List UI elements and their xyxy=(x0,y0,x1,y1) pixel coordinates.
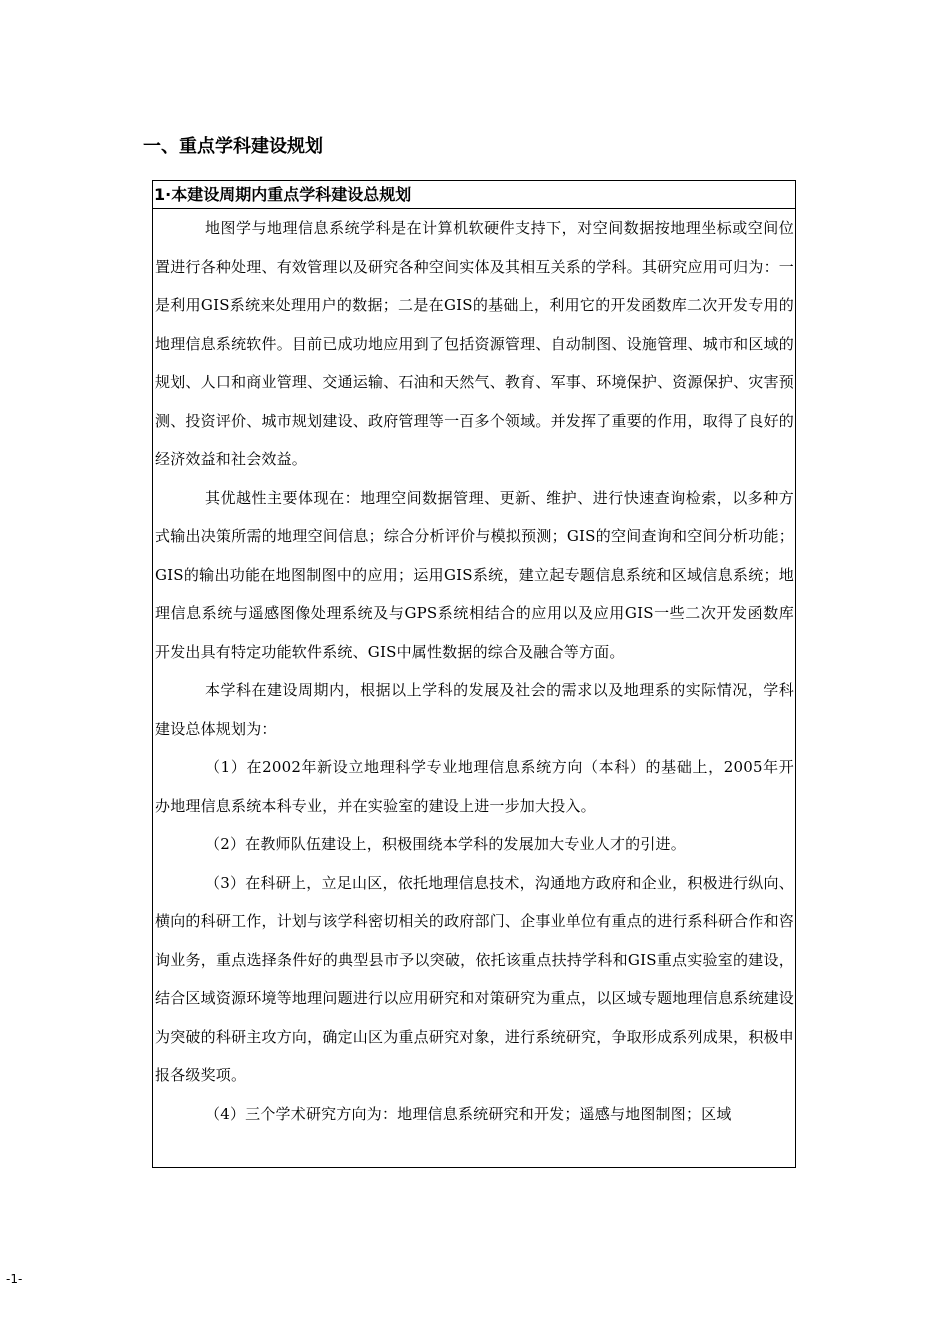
content-box xyxy=(152,180,796,1168)
paragraph-plan-intro: 本学科在建设周期内，根据以上学科的发展及社会的需求以及地理系的实际情况，学科建设总体规划为： xyxy=(155,681,794,738)
list-item-3: （3）在科研上，立足山区，依托地理信息技术，沟通地方政府和企业，积极进行纵向、横向的科研工作，计划与该学科密切相关的政府部门、企事业单位有重点的进行系科研合作和咨询业务，重点选择条件好的典型县市予以突破，依托该重点扶持学科和GIS重点实验室的建设，结合区域资源环境等地理问题进行以应用研究和对策研究为重点，以区域专题地理信息系统建设为突破的科研主攻方向，确定山区为重点研究对象，进行系统研究，争取形成系列成果，积极申报各级奖项。 xyxy=(155,873,794,1084)
section-heading: 一、重点学科建设规划 xyxy=(143,136,323,157)
list-item-4: （4）三个学术研究方向为：地理信息系统研究和开发；遥感与地图制图；区域 xyxy=(205,1104,732,1123)
paragraph-advantages: 其优越性主要体现在：地理空间数据管理、更新、维护、进行快速查询检索，以多种方式输出决策所需的地理空间信息；综合分析评价与模拟预测；GIS的空间查询和空间分析功能；GIS的输出功能在地图制图中的应用；运用GIS系统，建立起专题信息系统和区域信息系统；地理信息系统与遥感图像处理系统及与GPS系统相结合的应用以及应用GIS一些二次开发函数库开发出具有特定功能软件系统、GIS中属性数据的综合及融合等方面。 xyxy=(155,488,794,661)
list-item-2: （2）在教师队伍建设上，积极围绕本学科的发展加大专业人才的引进。 xyxy=(205,835,686,853)
body-text xyxy=(153,209,795,1133)
paragraph-intro: 地图学与地理信息系统学科是在计算机软硬件支持下，对空间数据按地理坐标或空间位置进行各种处理、有效管理以及研究各种空间实体及其相互关系的学科。其研究应用可归为：一是利用GIS系统来处理用户的数据；二是在GIS的基础上，利用它的开发函数库二次开发专用的地理信息系统软件。目前已成功地应用到了包括资源管理、自动制图、设施管理、城市和区域的规划、人口和商业管理、交通运输、石油和天然气、教育、军事、环境保护、资源保护、灾害预测、投资评价、城市规划建设、政府管理等一百多个领域。并发挥了重要的作用，取得了良好的经济效益和社会效益。 xyxy=(155,219,794,468)
box-title: 1·本建设周期内重点学科建设总规划 xyxy=(153,181,795,209)
page-number: -1- xyxy=(6,1272,23,1286)
list-item-1: （1）在2002年新设立地理科学专业地理信息系统方向（本科）的基础上，2005年开办地理信息系统本科专业，并在实验室的建设上进一步加大投入。 xyxy=(155,758,794,815)
